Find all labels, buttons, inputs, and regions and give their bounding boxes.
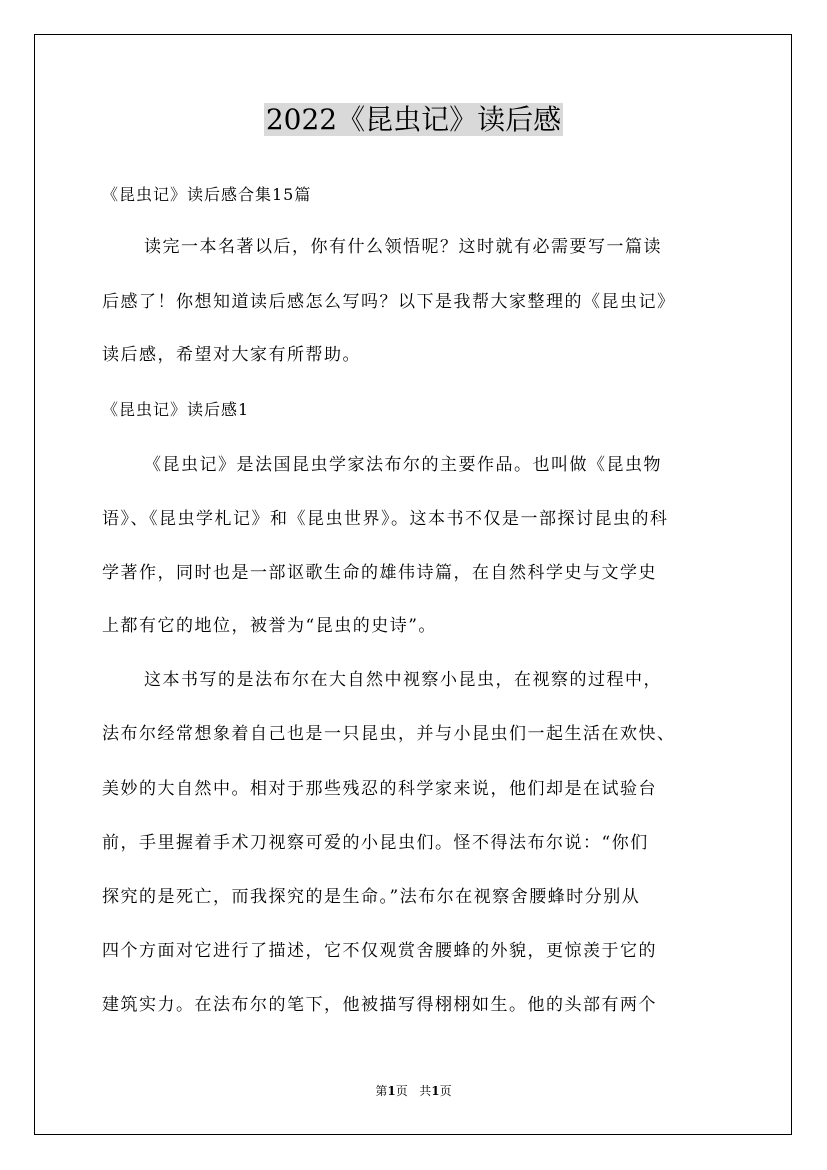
page-footer: [0, 1082, 827, 1100]
intro-line-1: 读完一本名著以后，你有什么领悟呢？这时就有必需要写一篇读: [144, 237, 662, 257]
footer-page-label: 第: [375, 1084, 388, 1098]
section-heading: 《昆虫记》读后感1: [102, 400, 250, 419]
document-title: [0, 98, 827, 142]
footer-page-unit: 页: [395, 1084, 408, 1098]
paragraph2-line-3: 美妙的大自然中。相对于那些残忍的科学家来说，他们却是在试验台: [102, 779, 657, 799]
footer-total-label: 共: [419, 1084, 432, 1098]
paragraph2-line-7: 建筑实力。在法布尔的笔下，他被描写得栩栩如生。他的头部有两个: [102, 995, 657, 1015]
paragraph1-line-1: 《昆虫记》是法国昆虫学家法布尔的主要作品。也叫做《昆虫物: [144, 455, 662, 475]
paragraph2-line-2: 法布尔经常想象着自己也是一只昆虫，并与小昆虫们一起生活在欢快、: [102, 724, 676, 744]
paragraph2-line-6: 四个方面对它进行了描述，它不仅观赏舍腰蜂的外貌，更惊羡于它的: [102, 941, 657, 961]
document-title-text: 2022《昆虫记》读后感: [265, 103, 562, 136]
paragraph2-line-1: 这本书写的是法布尔在大自然中视察小昆虫，在视察的过程中，: [144, 670, 662, 690]
intro-line-3: 读后感，希望对大家有所帮助。: [102, 345, 361, 365]
footer-total-unit: 页: [439, 1084, 452, 1098]
footer-page-number: 1: [387, 1084, 396, 1098]
paragraph1-line-4: 上都有它的地位，被誉为“昆虫的史诗”。: [102, 616, 437, 636]
document-subtitle: 《昆虫记》读后感合集15篇: [102, 185, 312, 204]
intro-line-2: 后感了！你想知道读后感怎么写吗？以下是我帮大家整理的《昆虫记》: [102, 292, 676, 312]
paragraph1-line-2: 语》、《昆虫学札记》和《昆虫世界》。这本书不仅是一部探讨昆虫的科: [102, 509, 669, 529]
paragraph2-line-5: 探究的是死亡，而我探究的是生命。”法布尔在视察舍腰蜂时分别从: [102, 887, 641, 907]
paragraph1-line-3: 学著作，同时也是一部讴歌生命的雄伟诗篇，在自然科学史与文学史: [102, 563, 657, 583]
paragraph2-line-4: 前，手里握着手术刀视察可爱的小昆虫们。怪不得法布尔说：“你们: [102, 833, 649, 853]
footer-total-number: 1: [431, 1084, 440, 1098]
